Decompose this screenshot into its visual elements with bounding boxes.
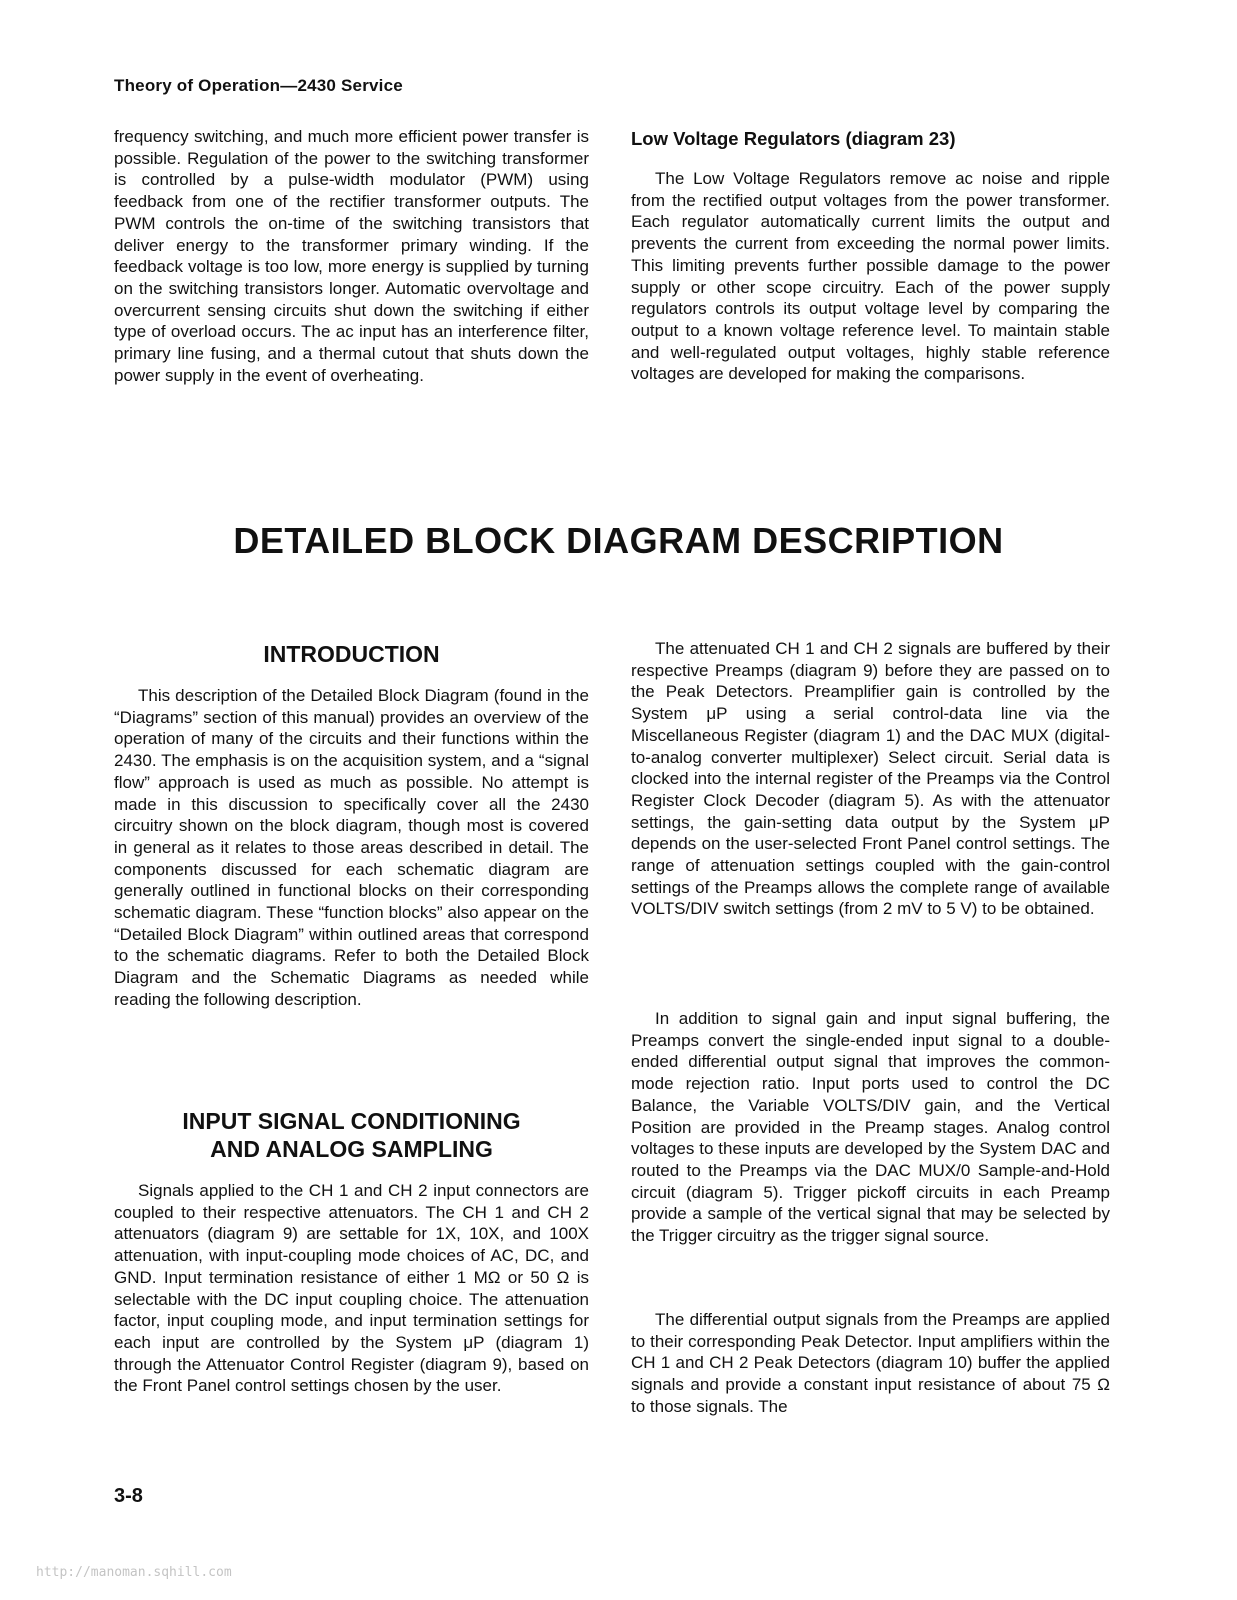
introduction-paragraph: This description of the Detailed Block Diagram (found in the “Diagrams” section of this manual) provides an overview of the operation of many of the circuits and their functions within the 2430. The emphasis is on the acquisition system, and a “signal flow” approach is used as much as possible. No attempt is made in this discussion to specifically cover all the 2430 circuitry shown on the block diagram, though most is covered in general as it relates to those areas described in detail. The components discussed for each schematic diagram are generally outlined in functional blocks on their corresponding schematic diagram. These “function blocks” also appear on the “Detailed Block Diagram” within outlined areas that correspond to the schematic diagrams. Refer to both the Detailed Block Diagram and the Schematic Diagrams as needed while reading the following description. bbox=[114, 686, 589, 1009]
introduction-heading: INTRODUCTION bbox=[263, 641, 440, 667]
section-title: DETAILED BLOCK DIAGRAM DESCRIPTION bbox=[233, 520, 1004, 561]
differential-signal-paragraph: In addition to signal gain and input signal buffering, the Preamps convert the single-ended input signal to a double-ended differential output signal that improves the common-mode rejection ratio. Input ports used to control the DC Balance, the Variable VOLTS/DIV gain, and the Vertical Position are provided in the Preamp stages. Analog control voltages to these inputs are developed by the System DAC and routed to the Preamps via the DAC MUX/0 Sample-and-Hold circuit (diagram 5). Trigger pickoff circuits in each Preamp provide a sample of the vertical signal that may be selected by the Trigger circuitry as the trigger signal source. bbox=[631, 1009, 1110, 1246]
running-header: Theory of Operation—2430 Service bbox=[114, 76, 403, 95]
peak-detector-paragraph: The differential output signals from the Preamps are applied to their corresponding Peak Detector. Input amplifiers within the CH 1 and CH 2 Peak Detectors (diagram 10) buffer the applied signals and provide a constant input resistance of about 75 Ω to those signals. The bbox=[631, 1310, 1110, 1416]
url-watermark: http://manoman.sqhill.com bbox=[36, 1565, 232, 1580]
power-supply-paragraph: frequency switching, and much more efficient power transfer is possible. Regulation of the power to the switching transformer is controlled by a pulse-width modulator (PWM) using feedback from one of the rectifier transformer outputs. The PWM controls the on-time of the switching transistors that deliver energy to the transformer primary winding. If the feedback voltage is too low, more energy is supplied by turning on the switching transistors longer. Automatic overvoltage and overcurrent sensing circuits shut down the switching if either type of overload occurs. The ac input has an interference filter, primary line fusing, and a thermal cutout that shuts down the power supply in the event of overheating. bbox=[114, 127, 589, 385]
input-signal-heading bbox=[114, 1107, 589, 1163]
input-signal-heading-line2: AND ANALOG SAMPLING bbox=[210, 1136, 493, 1162]
low-voltage-regulators-heading: Low Voltage Regulators (diagram 23) bbox=[631, 128, 956, 149]
input-signal-heading-line1: INPUT SIGNAL CONDITIONING bbox=[182, 1108, 521, 1134]
preamp-paragraph: The attenuated CH 1 and CH 2 signals are buffered by their respective Preamps (diagram 9) before they are passed on to the Peak Detectors. Preamplifier gain is controlled by the System μP using a serial control-data line via the Miscellaneous Register (diagram 1) and the DAC MUX (digital-to-analog converter multiplexer) Select circuit. Serial data is clocked into the internal register of the Preamps via the Control Register Clock Decoder (diagram 5). As with the attenuator settings, the gain-setting data output by the System μP depends on the user-selected Front Panel control settings. The range of attenuation settings coupled with the gain-control settings of the Preamps allows the complete range of available VOLTS/DIV switch settings (from 2 mV to 5 V) to be obtained. bbox=[631, 639, 1110, 919]
low-voltage-regulators-paragraph: The Low Voltage Regulators remove ac noise and ripple from the rectified output voltages from the power transformer. Each regulator automatically current limits the output and prevents the current from exceeding the normal power limits. This limiting prevents further possible damage to the power supply or other scope circuitry. Each of the power supply regulators controls its output voltage level by comparing the output to a known voltage reference level. To maintain stable and well-regulated output voltages, highly stable reference voltages are developed for making the comparisons. bbox=[631, 169, 1110, 384]
page-number: 3-8 bbox=[114, 1485, 143, 1507]
input-signal-paragraph: Signals applied to the CH 1 and CH 2 input connectors are coupled to their respective attenuators. The CH 1 and CH 2 attenuators (diagram 9) are settable for 1X, 10X, and 100X attenuation, with input-coupling mode choices of AC, DC, and GND. Input termination resistance of either 1 MΩ or 50 Ω is selectable with the DC input coupling choice. The attenuation factor, input coupling mode, and input termination settings for each input are controlled by the System μP (diagram 1) through the Attenuator Control Register (diagram 9), based on the Front Panel control settings chosen by the user. bbox=[114, 1181, 589, 1396]
